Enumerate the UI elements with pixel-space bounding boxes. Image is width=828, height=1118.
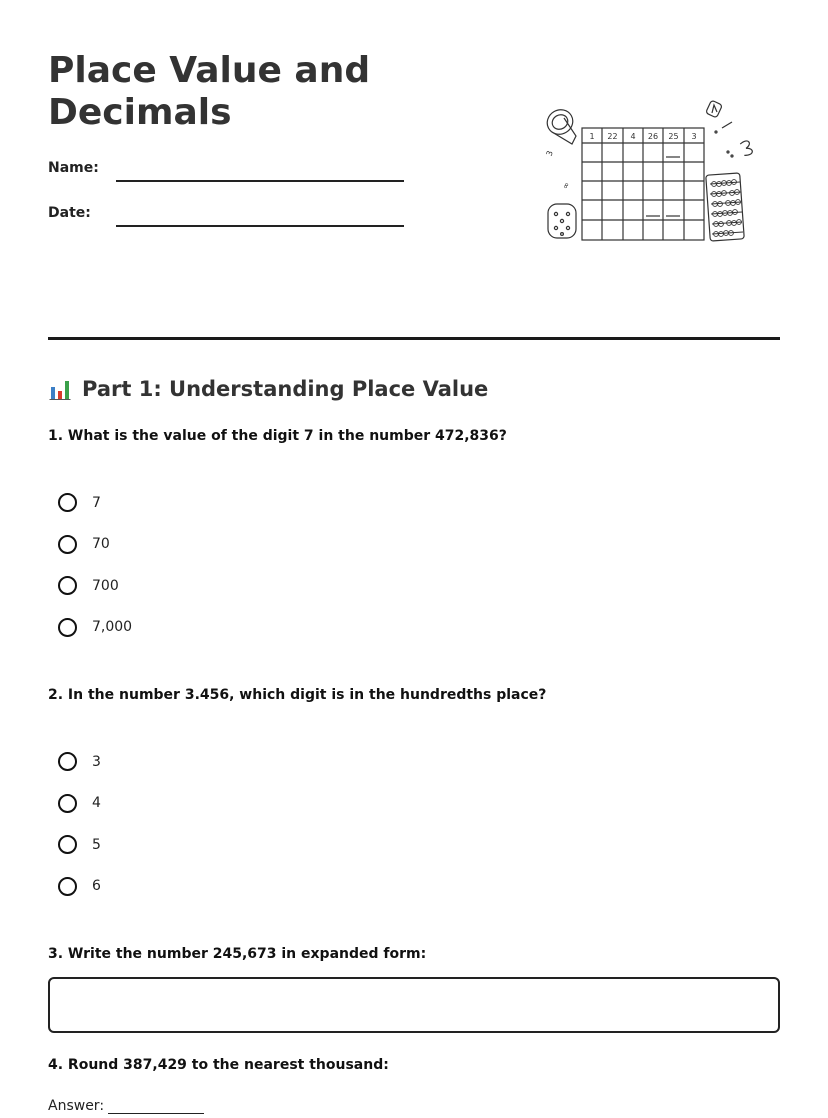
question-3-text: 3. Write the number 245,673 in expanded form: (48, 946, 427, 962)
question-2-text: 2. In the number 3.456, which digit is in the hundredths place? (48, 687, 547, 703)
option-label: 700 (92, 577, 119, 594)
date-field (48, 205, 404, 229)
question-1-option-c[interactable] (58, 565, 358, 607)
question-2-options (58, 741, 358, 907)
radio-button[interactable] (58, 493, 77, 512)
question-2-option-c[interactable] (58, 824, 358, 866)
radio-button[interactable] (58, 877, 77, 896)
dice-doodle-icon (548, 204, 576, 238)
question-4-answer (48, 1098, 204, 1114)
radio-button[interactable] (58, 535, 77, 554)
date-label: Date: (48, 205, 91, 221)
bar-chart-icon (48, 377, 72, 401)
calendar-number: 1 (589, 132, 595, 141)
svg-text:3: 3 (544, 149, 555, 158)
name-field (48, 160, 404, 184)
question-2-option-a[interactable] (58, 741, 358, 783)
question-1-option-a[interactable] (58, 482, 358, 524)
calendar-grid-icon (582, 128, 704, 240)
name-label: Name: (48, 160, 99, 176)
math-doodle-illustration (542, 96, 762, 248)
option-label: 4 (92, 795, 101, 812)
calendar-number: 4 (630, 132, 636, 141)
svg-text:∞: ∞ (560, 180, 572, 191)
question-4-text: 4. Round 387,429 to the nearest thousand: (48, 1057, 389, 1073)
option-label: 70 (92, 536, 110, 553)
pencil-doodle-icon (543, 105, 578, 144)
part1-heading (48, 374, 488, 404)
small-pencil-doodle-icon (722, 122, 732, 128)
abacus-doodle-icon (706, 173, 745, 241)
letter-a-block-doodle-icon (706, 100, 723, 118)
option-label: 3 (92, 753, 101, 770)
radio-button[interactable] (58, 618, 77, 637)
date-input-line[interactable] (116, 225, 404, 227)
calendar-number: 25 (668, 132, 679, 141)
option-label: 5 (92, 836, 101, 853)
option-label: 7,000 (92, 619, 133, 636)
question-1-option-b[interactable] (58, 524, 358, 566)
radio-button[interactable] (58, 835, 77, 854)
calendar-number: 22 (607, 132, 618, 141)
section-divider (48, 337, 780, 340)
question-1-option-d[interactable] (58, 607, 358, 649)
number-three-doodle-icon (740, 140, 753, 156)
question-2-option-d[interactable] (58, 866, 358, 908)
question-2-option-b[interactable] (58, 783, 358, 825)
part1-heading-text: Part 1: Understanding Place Value (82, 377, 489, 401)
name-input-line[interactable] (116, 180, 404, 182)
calendar-number: 26 (647, 132, 659, 141)
calendar-number: 3 (691, 132, 697, 141)
worksheet-title: Place Value and Decimals (48, 50, 371, 133)
radio-button[interactable] (58, 752, 77, 771)
option-label: 7 (92, 494, 101, 511)
question-1-text: 1. What is the value of the digit 7 in the number 472,836? (48, 428, 507, 444)
radio-button[interactable] (58, 794, 77, 813)
answer-label: Answer: (48, 1098, 105, 1114)
radio-button[interactable] (58, 576, 77, 595)
answer-blank-line[interactable] (108, 1099, 204, 1114)
worksheet-page (48, 0, 780, 1118)
expanded-form-answer-box[interactable] (48, 977, 780, 1033)
question-1-options (58, 482, 358, 648)
option-label: 6 (92, 878, 101, 895)
